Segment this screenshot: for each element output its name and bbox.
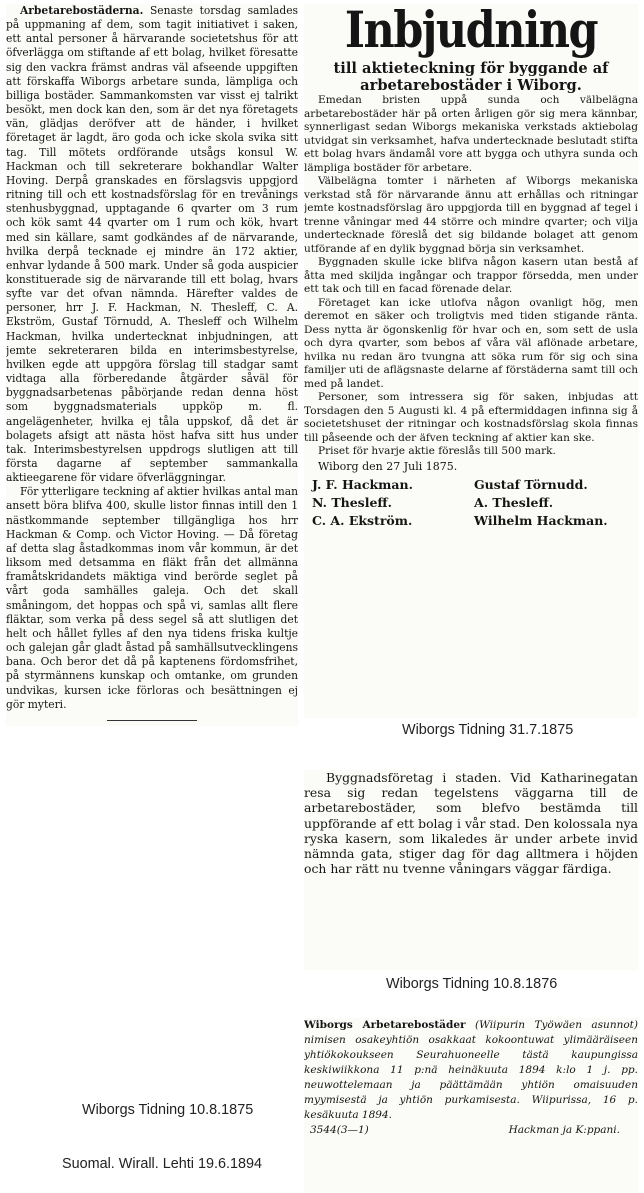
- invitation-paragraph-6: Priset för hvarje aktie föreslås till 500 mark.: [318, 445, 556, 457]
- invitation-subtitle-line-2: arbetarebostäder i Wiborg.: [360, 77, 582, 94]
- finnish-notice-text: [304, 1018, 638, 1123]
- signer-5: C. A. Ekström.: [312, 512, 413, 528]
- invitation-clipping: [304, 4, 638, 718]
- signer-1: J. F. Hackman.: [312, 476, 413, 492]
- signer-6: Wilhelm Hackman.: [474, 512, 608, 528]
- finnish-notice-signature: Hackman ja K:ppani.: [508, 1124, 620, 1136]
- invitation-date-line: Wiborg den 27 Juli 1875.: [318, 459, 458, 473]
- invitation-subtitle: [304, 60, 638, 94]
- signer-3: N. Thesleff.: [312, 494, 393, 510]
- caption-left-article: Wiborgs Tidning 10.8.1875: [82, 1102, 254, 1118]
- article-end-rule: [107, 720, 197, 721]
- byggnadsforetag-paragraph: Byggnadsföretag i staden. Vid Katharinegatan resa sig redan tegelstens väggarna till de arbetarebostäder, som blefvo bestämda till uppförande af ett bolag i vår stad. Den kolossala nya ryska kasern, som likaledes är under arbete invid nämnda gata, stiger dag för dag alltmera i höjden och har rätt nu tvenne våningars väggar färdiga.: [304, 770, 638, 877]
- invitation-paragraph-1: Emedan bristen uppå sunda och välbelägna arbetarebostäder här på orten årligen gör sig mera kännbar, synnerligast sedan Wiborgs mekaniska verkstads aktiebolag utvidgat sin verksamhet, hafva undertecknade beslutadt stifta ett bolag hvars ändamål vore att bygga och uthyra sunda och lämpliga bostäder för arbetare.: [304, 94, 638, 174]
- article-paragraph-1: [6, 4, 298, 485]
- finnish-notice-ref: 3544(3—1): [310, 1124, 369, 1136]
- article-paragraph-1-text: Senaste torsdag samlades på uppmaning af dem, som tagit initiativet i saken, ett antal personer å härvarande societetshus för att öfverlägga om stiftande af ett bolag, hvilket föresatte sig den vackra främst andras väl afseende uppgiften att förskaffa Wiborgs arbetare sunda, lämpliga och billiga bostäder. Sammankomsten var visst ej talrikt besökt, men dock kan den, som är det nya företagets vän, glädjas deröfver att de händer, i hvilket företaget är lagdt, äro goda och icke skola svika sitt tag. Till mötets ordförande utsågs konsul W. Hackman och till sekreterare bokhandlar Walter Hoving. Derpå granskades en förslagsvis uppgjord ritning till och ett kostnadsförslag för en trevånings stenhusbyggnad, upptagande 6 qvarter om 3 rum och kök samt 44 qvarter om 1 rum och kök, hvart med sin källare, samt godkändes af de närvarande, hvilka derpå tecknade ej mindre än 172 aktier, enhvar lydande å 500 mark. Under så goda auspicier konstituerade sig de närvarande till ett bolag, hvars syfte var det ofvan nämnda. Härefter valdes de personer, hrr J. F. Hackman, N. Thesleff, C. A. Ekström, Gustaf Törnudd, A. Thesleff och Wilhelm Hackman, hvilka undertecknat inbjudningen, att jemte sekreteraren bilda en interimsbestyrelse, hvilken egde att uppgöra förslag till stadgar samt vidtaga alla förberedande åtgärder såväl för byggnadsarbetenas påbörjande redan denna höst som byggnadsmaterials uppköp m. fl. angelägenheter, hvilka ej tåla uppskof, då det är bolagets afsigt att nästa höst hafva sitt hus under tak. Interimsbestyrelsen uppdrogs slutligen att till första dagarne af september sammankalla aktieegarene för vidare öfverläggningar.: [6, 4, 298, 485]
- signer-2: Gustaf Törnudd.: [474, 476, 588, 492]
- invitation-paragraph-4: Företaget kan icke utlofva någon ovanligt hög, men deremot en säker och troligtvis med tiden stigande ränta. Dess nytta är ögonskenlig för hvar och en, som sett de usla och dyra qvarter, som bebos af våra väl aflönade arbetare, hvilka nu redan äro tvungna att söka rum för sig och sina familjer uti de aflägsnaste delarne af förstäderna samt till och med på landet.: [304, 296, 638, 390]
- invitation-signers: [312, 476, 630, 530]
- signer-4: A. Thesleff.: [474, 494, 554, 510]
- finnish-notice-body: (Wiipurin Työwäen asunnot) nimisen osakeyhtiön osakkaat kokoontuwat ylimääräiseen yhtiökokoukseen Seurahuoneelle tästä kaupungissa keskiwiikkona 11 p:nä heinäkuuta 1894 k:lo 1 j. pp. neuwottelemaan ja päättämään yhtiön omaisuuden myymisestä ja yhtiön purkamisesta. Wiipurissa, 16 p. kesäkuuta 1894.: [304, 1019, 638, 1121]
- caption-invitation: Wiborgs Tidning 31.7.1875: [402, 722, 574, 738]
- article-arbetarebostaderna-clipping: [6, 4, 298, 726]
- finnish-notice-clipping: [304, 1018, 638, 1193]
- invitation-subtitle-line-1: till aktieteckning för byggande af: [333, 60, 609, 77]
- invitation-title: Inbjudning: [344, 4, 598, 60]
- invitation-paragraph-2: Välbelägna tomter i närheten af Wiborgs mekaniska verkstad stå för närvarande ännu att erhållas och ritningar jemte kostnadsförslag äro uppgjorda till en byggnad af tegel i trenne våningar med 44 större och mindre qvarter; och vilja undertecknade föreslå det sig bildande bolaget att genom utförande af en dylik byggnad börja sin verksamhet.: [304, 175, 638, 255]
- caption-finnish-notice: Suomal. Wirall. Lehti 19.6.1894: [62, 1156, 262, 1172]
- byggnadsforetag-clipping: [304, 770, 638, 970]
- caption-short-notice: Wiborgs Tidning 10.8.1876: [386, 976, 558, 992]
- finnish-notice-footer: [310, 1123, 620, 1138]
- finnish-notice-lead: Wiborgs Arbetarebostäder: [304, 1019, 466, 1031]
- invitation-paragraph-3: Byggnaden skulle icke blifva någon kasern utan bestå af åtta med skiljda ingångar och trappor försedda, men under ett tak och till en facad förenade delar.: [304, 256, 638, 295]
- invitation-paragraph-5: Personer, som intressera sig för saken, inbjudas att Torsdagen den 5 Augusti kl. 4 på eftermiddagen infinna sig å societetshuset der ritningar och kostnadsförslag skola finnas till påseende och der äfven teckning af aktier kan ske.: [304, 391, 638, 444]
- article-paragraph-2: För ytterligare teckning af aktier hvilkas antal man ansett böra blifva 400, skulle listor finnas intill den 1 nästkommande september tillgängliga hos hrr Hackman & Comp. och Victor Hoving. — Då företag af detta slag åstadkommas inom vår kommun, är det liksom med detsamma en fläkt från det allmänna framåtskridandets mäktiga vind berörde seglet på vårt goda samhälles galeja. Och det skall småningom, det hoppas och spå vi, samlas allt flere fläktar, som verka på dess segel så att slutligen det helt och hållet fylles af den nya tidens friska kultje och galejan går gladt åstad på samhällsutvecklingens bana. Och beror det då på kaptenens fördomsfrihet, på styrmännens kunskap och omtanke, om grunden undvikas, kursen icke förloras och besättningen ej gör myteri.: [6, 485, 298, 711]
- article-lead: Arbetarebostäderna.: [20, 4, 144, 17]
